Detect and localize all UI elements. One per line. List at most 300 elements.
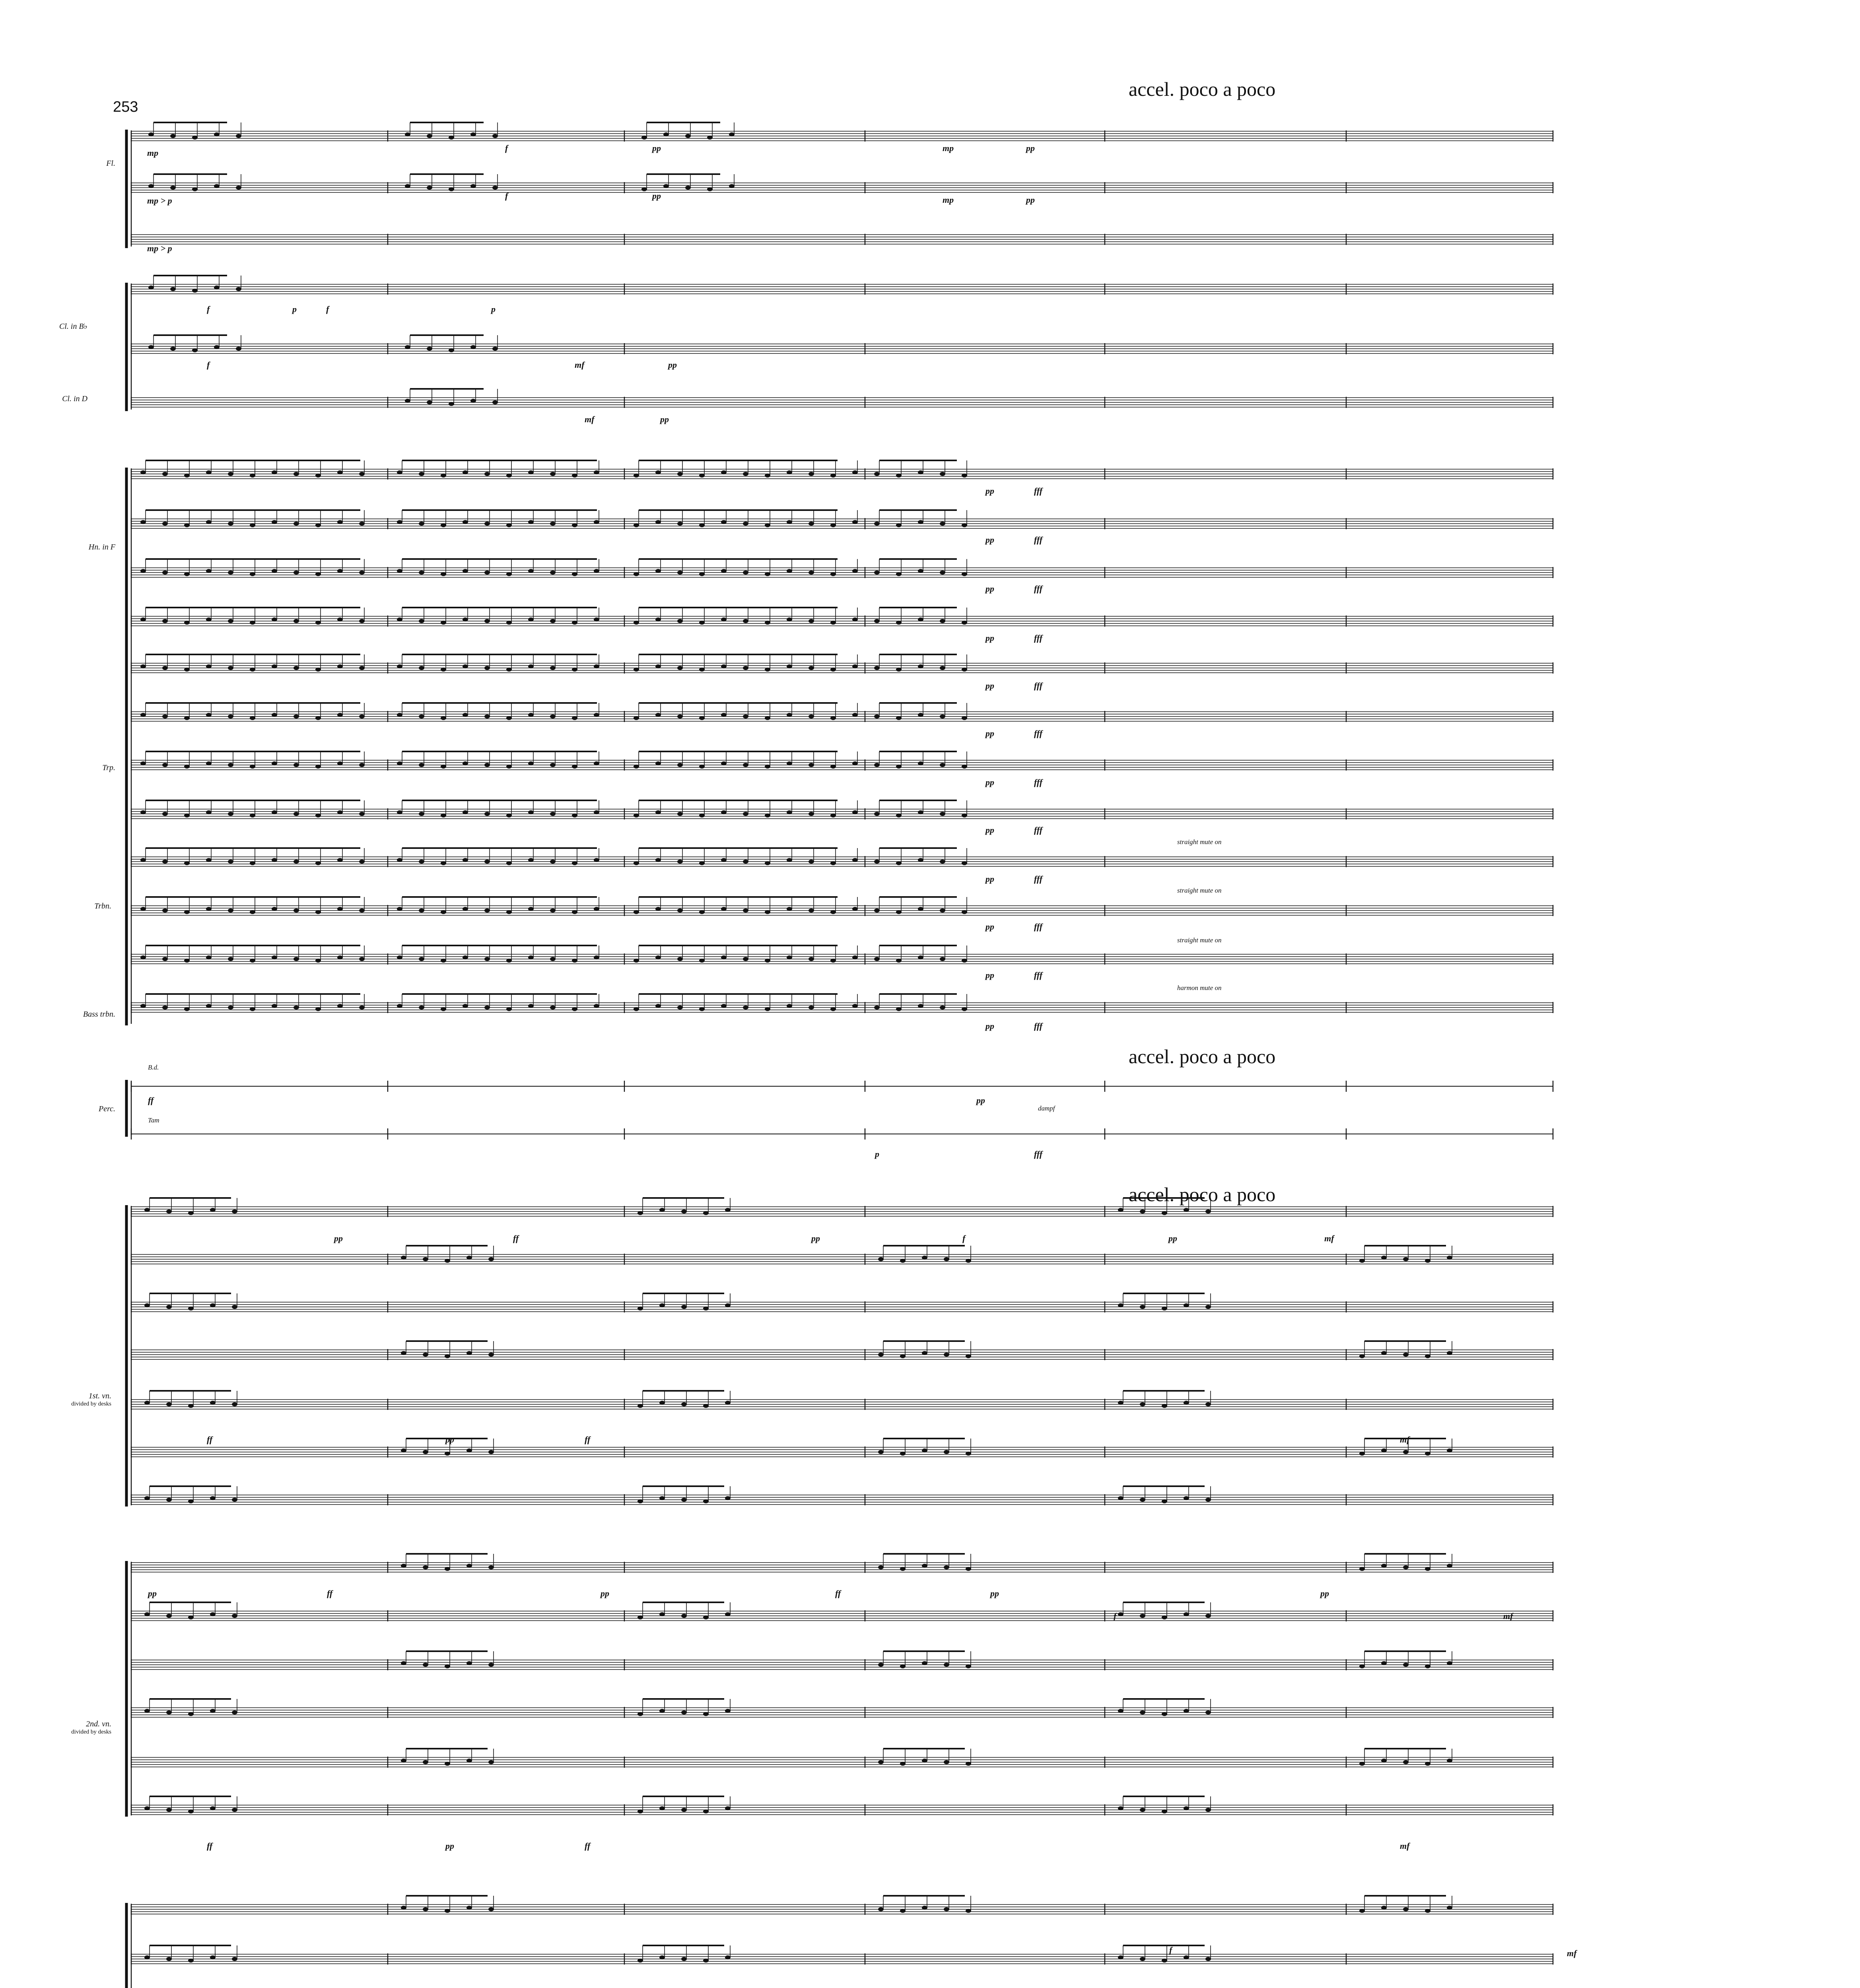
string-notehead bbox=[1381, 1661, 1387, 1665]
brass-notehead bbox=[655, 569, 661, 573]
brass-notehead bbox=[528, 569, 534, 573]
brass-notehead bbox=[397, 569, 402, 573]
dyn-trp2-pp: pp bbox=[985, 728, 994, 738]
brass-notehead bbox=[272, 470, 277, 474]
brass-notehead bbox=[809, 619, 814, 623]
string-notehead bbox=[210, 1401, 216, 1405]
brass-notehead bbox=[484, 714, 490, 718]
brass-notehead bbox=[634, 959, 639, 963]
brass-notehead bbox=[206, 470, 212, 474]
brass-notehead bbox=[419, 812, 424, 816]
brass-notehead bbox=[359, 571, 365, 575]
string-notehead bbox=[966, 1354, 971, 1358]
string-notehead bbox=[188, 1211, 194, 1215]
string-notehead bbox=[210, 1496, 216, 1500]
brass-notehead bbox=[721, 569, 727, 573]
dyn-cl2-pp: pp bbox=[668, 360, 677, 370]
brass-notehead bbox=[809, 860, 814, 864]
brass-notehead bbox=[655, 858, 661, 862]
string-notehead bbox=[188, 1959, 194, 1963]
string-notehead bbox=[900, 1909, 906, 1913]
staff-lines bbox=[131, 131, 1553, 1988]
brass-notehead bbox=[397, 955, 402, 959]
brass-notehead bbox=[594, 470, 599, 474]
dyn-hn2-fff: fff bbox=[1034, 584, 1043, 594]
brass-notehead bbox=[594, 955, 599, 959]
string-notehead bbox=[1140, 1402, 1145, 1406]
string-notehead bbox=[1162, 1499, 1167, 1503]
brass-notehead bbox=[594, 713, 599, 717]
brass-notehead bbox=[337, 569, 343, 573]
dyn-vn2-pp-d: pp bbox=[1320, 1588, 1329, 1598]
brass-notehead bbox=[634, 765, 639, 769]
brass-notehead bbox=[550, 666, 556, 670]
brass-notehead bbox=[918, 955, 923, 959]
brass-notehead bbox=[184, 523, 190, 527]
dyn-fl3-mp-p: mp > p bbox=[147, 243, 172, 253]
dyn-vn2-pp-b: pp bbox=[601, 1588, 609, 1598]
brass-notehead bbox=[699, 813, 705, 817]
woodwind-notehead bbox=[148, 345, 154, 349]
string-notehead bbox=[166, 1957, 172, 1961]
string-notehead bbox=[1162, 1712, 1167, 1716]
instrument-label-violin-1 bbox=[44, 1392, 111, 1408]
brass-notehead bbox=[572, 621, 577, 625]
measure-number: 253 bbox=[113, 99, 138, 115]
string-notehead bbox=[210, 1806, 216, 1810]
string-notehead bbox=[1184, 1612, 1189, 1616]
brass-notehead bbox=[634, 861, 639, 865]
brass-notehead bbox=[634, 716, 639, 720]
string-notehead bbox=[488, 1353, 494, 1357]
string-notehead bbox=[1140, 1710, 1145, 1714]
brass-notehead bbox=[940, 1006, 945, 1010]
string-notehead bbox=[1447, 1351, 1452, 1355]
string-notehead bbox=[725, 1612, 731, 1616]
instrument-label-flute: Fl. bbox=[106, 159, 115, 168]
woodwind-notehead bbox=[470, 132, 476, 136]
woodwind-notehead bbox=[192, 348, 198, 352]
brass-notehead bbox=[528, 664, 534, 668]
brass-notehead bbox=[655, 1004, 661, 1008]
string-notehead bbox=[681, 1957, 687, 1961]
brass-notehead bbox=[572, 716, 577, 720]
brass-notehead bbox=[397, 617, 402, 621]
brass-notehead bbox=[634, 813, 639, 817]
brass-notehead bbox=[765, 765, 770, 769]
dyn-trp3-pp: pp bbox=[985, 777, 994, 787]
string-notehead bbox=[1403, 1450, 1409, 1454]
string-notehead bbox=[1162, 1404, 1167, 1408]
brass-notehead bbox=[550, 957, 556, 961]
brass-notehead bbox=[162, 909, 168, 912]
brass-notehead bbox=[441, 910, 446, 914]
brass-notehead bbox=[830, 668, 836, 672]
brass-notehead bbox=[699, 765, 705, 769]
brass-notehead bbox=[528, 713, 534, 717]
brass-notehead bbox=[506, 474, 512, 478]
brass-notehead bbox=[206, 713, 212, 717]
brass-notehead bbox=[419, 714, 424, 718]
brass-notehead bbox=[484, 860, 490, 864]
brass-notehead bbox=[184, 910, 190, 914]
brass-notehead bbox=[655, 520, 661, 524]
brass-notehead bbox=[634, 621, 639, 625]
woodwind-notehead bbox=[470, 399, 476, 403]
string-notehead bbox=[445, 1567, 450, 1571]
string-notehead bbox=[966, 1664, 971, 1668]
string-notehead bbox=[659, 1612, 665, 1616]
brass-notehead bbox=[250, 813, 255, 817]
string-notehead bbox=[966, 1452, 971, 1456]
brass-notehead bbox=[272, 761, 277, 765]
string-notehead bbox=[1184, 1955, 1189, 1959]
woodwind-notehead bbox=[729, 132, 735, 136]
brass-notehead bbox=[397, 907, 402, 911]
brass-notehead bbox=[272, 907, 277, 911]
brass-notehead bbox=[397, 664, 402, 668]
dyn-vn2-ff-a: ff bbox=[327, 1588, 333, 1598]
brass-notehead bbox=[441, 716, 446, 720]
string-notehead bbox=[423, 1565, 428, 1569]
brass-notehead bbox=[528, 810, 534, 814]
string-notehead bbox=[1425, 1567, 1430, 1571]
dyn-cld-mf: mf bbox=[585, 414, 595, 424]
string-notehead bbox=[232, 1957, 237, 1961]
brass-notehead bbox=[463, 907, 468, 911]
brass-notehead bbox=[228, 763, 233, 767]
brass-notehead bbox=[699, 668, 705, 672]
brass-notehead bbox=[315, 572, 321, 576]
brass-notehead bbox=[852, 1004, 858, 1008]
brass-notehead bbox=[962, 572, 967, 576]
brass-notehead bbox=[419, 571, 424, 575]
string-notehead bbox=[144, 1955, 150, 1959]
brass-notehead bbox=[463, 1004, 468, 1008]
brass-notehead bbox=[721, 858, 727, 862]
brass-notehead bbox=[699, 474, 705, 478]
brass-notehead bbox=[787, 713, 792, 717]
brass-notehead bbox=[594, 858, 599, 862]
brass-notehead bbox=[397, 520, 402, 524]
brass-notehead bbox=[677, 619, 683, 623]
brass-notehead bbox=[337, 470, 343, 474]
brass-notehead bbox=[441, 474, 446, 478]
brass-notehead bbox=[809, 1006, 814, 1010]
woodwind-notehead bbox=[685, 186, 691, 190]
brass-notehead bbox=[918, 520, 923, 524]
brass-notehead bbox=[896, 959, 902, 963]
string-notehead bbox=[637, 1211, 643, 1215]
brass-notehead bbox=[250, 474, 255, 478]
brass-notehead bbox=[140, 664, 146, 668]
string-notehead bbox=[466, 1351, 472, 1355]
string-notehead bbox=[488, 1907, 494, 1911]
string-notehead bbox=[1184, 1303, 1189, 1307]
brass-notehead bbox=[315, 668, 321, 672]
dyn-fl1-f: f bbox=[505, 143, 508, 153]
string-notehead bbox=[1118, 1303, 1123, 1307]
brass-notehead bbox=[721, 907, 727, 911]
brass-notehead bbox=[272, 858, 277, 862]
brass-notehead bbox=[721, 761, 727, 765]
string-notehead bbox=[1118, 1806, 1123, 1810]
brass-notehead bbox=[315, 474, 321, 478]
brass-notehead bbox=[397, 1004, 402, 1008]
brass-notehead bbox=[918, 470, 923, 474]
string-notehead bbox=[1359, 1259, 1365, 1263]
brass-notehead bbox=[484, 472, 490, 476]
string-notehead bbox=[1359, 1664, 1365, 1668]
instrument-label-bass-trombone: Bass trbn. bbox=[83, 1010, 115, 1019]
brass-notehead bbox=[962, 474, 967, 478]
string-notehead bbox=[188, 1404, 194, 1408]
string-notehead bbox=[703, 1959, 709, 1963]
brass-notehead bbox=[293, 571, 299, 575]
string-notehead bbox=[1184, 1806, 1189, 1810]
brass-notehead bbox=[140, 470, 146, 474]
string-notehead bbox=[1118, 1496, 1123, 1500]
string-notehead bbox=[1381, 1256, 1387, 1260]
brass-notehead bbox=[962, 813, 967, 817]
brass-notehead bbox=[852, 470, 858, 474]
brass-notehead bbox=[359, 1006, 365, 1010]
violin-1-sub: divided by desks bbox=[71, 1401, 111, 1407]
woodwind-notehead bbox=[214, 345, 220, 349]
brass-notehead bbox=[359, 714, 365, 718]
brass-notehead bbox=[940, 522, 945, 526]
string-notehead bbox=[445, 1354, 450, 1358]
brass-notehead bbox=[830, 959, 836, 963]
brass-notehead bbox=[765, 1007, 770, 1011]
brass-notehead bbox=[206, 858, 212, 862]
brass-notehead bbox=[830, 1007, 836, 1011]
string-notehead bbox=[210, 1208, 216, 1212]
woodwind-notehead bbox=[427, 347, 432, 351]
string-notehead bbox=[232, 1305, 237, 1309]
string-notehead bbox=[637, 1809, 643, 1813]
woodwind-notehead bbox=[641, 187, 647, 191]
brass-notehead bbox=[743, 957, 748, 961]
brass-notehead bbox=[463, 470, 468, 474]
dyn-fl2-mp-m3: mp bbox=[943, 195, 954, 205]
dyn-vn2-mf-f: mf bbox=[1400, 1841, 1410, 1851]
brass-notehead bbox=[677, 571, 683, 575]
dyn-perc-ff: ff bbox=[148, 1095, 154, 1105]
dyn-vla-mf-a: mf bbox=[1567, 1948, 1577, 1958]
brass-notehead bbox=[272, 520, 277, 524]
string-notehead bbox=[922, 1906, 927, 1910]
brass-notehead bbox=[397, 470, 402, 474]
dyn-vn1-pp-d: pp bbox=[445, 1435, 454, 1444]
string-notehead bbox=[922, 1448, 927, 1452]
brass-notehead bbox=[765, 813, 770, 817]
brass-notehead bbox=[463, 569, 468, 573]
brass-notehead bbox=[896, 716, 902, 720]
brass-notehead bbox=[940, 812, 945, 816]
brass-notehead bbox=[765, 716, 770, 720]
brass-notehead bbox=[315, 910, 321, 914]
string-notehead bbox=[1381, 1351, 1387, 1355]
brass-notehead bbox=[162, 619, 168, 623]
brass-notehead bbox=[315, 959, 321, 963]
string-notehead bbox=[144, 1806, 150, 1810]
dyn-hn1-pp: pp bbox=[985, 486, 994, 496]
brass-notehead bbox=[655, 955, 661, 959]
brass-notehead bbox=[228, 957, 233, 961]
brass-notehead bbox=[293, 619, 299, 623]
tempo-marking-perc: accel. poco a poco bbox=[1129, 1045, 1276, 1068]
brass-notehead bbox=[699, 1007, 705, 1011]
woodwind-notehead bbox=[236, 287, 241, 291]
string-notehead bbox=[725, 1496, 731, 1500]
dyn-vn2-pp-e: pp bbox=[445, 1841, 454, 1851]
string-notehead bbox=[1205, 1209, 1211, 1213]
string-notehead bbox=[1381, 1448, 1387, 1452]
brass-notehead bbox=[896, 621, 902, 625]
string-notehead bbox=[1140, 1614, 1145, 1618]
dyn-trp1-fff: fff bbox=[1034, 681, 1043, 691]
brass-notehead bbox=[787, 520, 792, 524]
dyn-perc-pp: pp bbox=[976, 1095, 985, 1105]
string-notehead bbox=[166, 1710, 172, 1714]
brass-notehead bbox=[874, 619, 880, 623]
string-notehead bbox=[922, 1661, 927, 1665]
brass-notehead bbox=[852, 520, 858, 524]
violin-1-name: 1st. vn. bbox=[88, 1392, 111, 1400]
woodwind-notehead bbox=[663, 132, 669, 136]
brass-notehead bbox=[419, 619, 424, 623]
brass-notehead bbox=[228, 619, 233, 623]
brass-notehead bbox=[721, 955, 727, 959]
woodwind-notehead bbox=[492, 400, 498, 404]
dyn-vn2-ff-e: ff bbox=[207, 1841, 213, 1851]
brass-notehead bbox=[419, 909, 424, 912]
brass-notehead bbox=[743, 763, 748, 767]
woodwind-notehead bbox=[236, 134, 241, 138]
brass-notehead bbox=[896, 474, 902, 478]
woodwind-notehead bbox=[427, 134, 432, 138]
brass-notehead bbox=[765, 621, 770, 625]
brass-notehead bbox=[787, 810, 792, 814]
string-notehead bbox=[681, 1498, 687, 1502]
brass-notehead bbox=[206, 617, 212, 621]
brass-notehead bbox=[572, 813, 577, 817]
brass-notehead bbox=[184, 572, 190, 576]
brass-notehead bbox=[765, 668, 770, 672]
brass-notehead bbox=[550, 472, 556, 476]
brass-notehead bbox=[743, 666, 748, 670]
brass-notehead bbox=[528, 1004, 534, 1008]
string-notehead bbox=[878, 1257, 884, 1261]
dyn-hn2-pp: pp bbox=[985, 584, 994, 594]
brass-notehead bbox=[874, 860, 880, 864]
string-notehead bbox=[445, 1259, 450, 1263]
dyn-tam-p: p bbox=[875, 1149, 879, 1159]
brass-notehead bbox=[419, 763, 424, 767]
instrument-label-trombone: Trbn. bbox=[94, 902, 111, 911]
string-notehead bbox=[966, 1567, 971, 1571]
brass-notehead bbox=[140, 761, 146, 765]
brass-notehead bbox=[337, 617, 343, 621]
string-notehead bbox=[401, 1564, 406, 1568]
dyn-trb2-fff: fff bbox=[1034, 922, 1043, 932]
dyn-vn2-f-c: f bbox=[1114, 1611, 1117, 1621]
brass-notehead bbox=[293, 957, 299, 961]
brass-notehead bbox=[699, 621, 705, 625]
string-notehead bbox=[1359, 1762, 1365, 1766]
dyn-cl1-f2: f bbox=[326, 304, 329, 314]
brass-notehead bbox=[272, 617, 277, 621]
brass-notehead bbox=[699, 861, 705, 865]
brass-notehead bbox=[463, 713, 468, 717]
brass-notehead bbox=[162, 812, 168, 816]
dyn-cld-pp: pp bbox=[660, 414, 669, 424]
brass-notehead bbox=[962, 668, 967, 672]
brass-notehead bbox=[655, 761, 661, 765]
brass-notehead bbox=[896, 523, 902, 527]
dyn-trp2-fff: fff bbox=[1034, 728, 1043, 738]
string-notehead bbox=[900, 1567, 906, 1571]
brass-notehead bbox=[852, 810, 858, 814]
brass-notehead bbox=[337, 955, 343, 959]
brass-notehead bbox=[184, 861, 190, 865]
brass-notehead bbox=[634, 668, 639, 672]
string-notehead bbox=[144, 1496, 150, 1500]
brass-notehead bbox=[441, 959, 446, 963]
brass-notehead bbox=[250, 910, 255, 914]
brass-notehead bbox=[528, 470, 534, 474]
brass-notehead bbox=[528, 761, 534, 765]
dyn-vn2-ff-f: ff bbox=[585, 1841, 591, 1851]
brass-notehead bbox=[874, 522, 880, 526]
dyn-trb3-pp: pp bbox=[985, 970, 994, 980]
brass-notehead bbox=[228, 522, 233, 526]
tam-label: Tam bbox=[148, 1116, 159, 1124]
brass-notehead bbox=[809, 571, 814, 575]
string-notehead bbox=[423, 1353, 428, 1357]
brass-notehead bbox=[830, 765, 836, 769]
brass-notehead bbox=[787, 955, 792, 959]
string-notehead bbox=[922, 1759, 927, 1763]
brass-notehead bbox=[506, 572, 512, 576]
brass-notehead bbox=[419, 522, 424, 526]
string-notehead bbox=[944, 1450, 949, 1454]
brass-notehead bbox=[463, 858, 468, 862]
brass-notehead bbox=[896, 910, 902, 914]
string-notehead bbox=[188, 1307, 194, 1310]
brass-notehead bbox=[743, 571, 748, 575]
brass-notehead bbox=[206, 810, 212, 814]
brass-notehead bbox=[594, 664, 599, 668]
brass-notehead bbox=[699, 572, 705, 576]
brass-notehead bbox=[962, 1007, 967, 1011]
string-notehead bbox=[1205, 1614, 1211, 1618]
brass-notehead bbox=[677, 666, 683, 670]
brass-notehead bbox=[162, 571, 168, 575]
brass-notehead bbox=[484, 619, 490, 623]
brass-notehead bbox=[743, 714, 748, 718]
brass-notehead bbox=[184, 668, 190, 672]
brass-notehead bbox=[830, 910, 836, 914]
brass-notehead bbox=[250, 959, 255, 963]
string-notehead bbox=[966, 1909, 971, 1913]
woodwind-notehead bbox=[707, 136, 713, 140]
dyn-cl1-f: f bbox=[207, 304, 210, 314]
string-notehead bbox=[1403, 1663, 1409, 1667]
dyn-trp3-fff: fff bbox=[1034, 777, 1043, 787]
brass-notehead bbox=[293, 763, 299, 767]
